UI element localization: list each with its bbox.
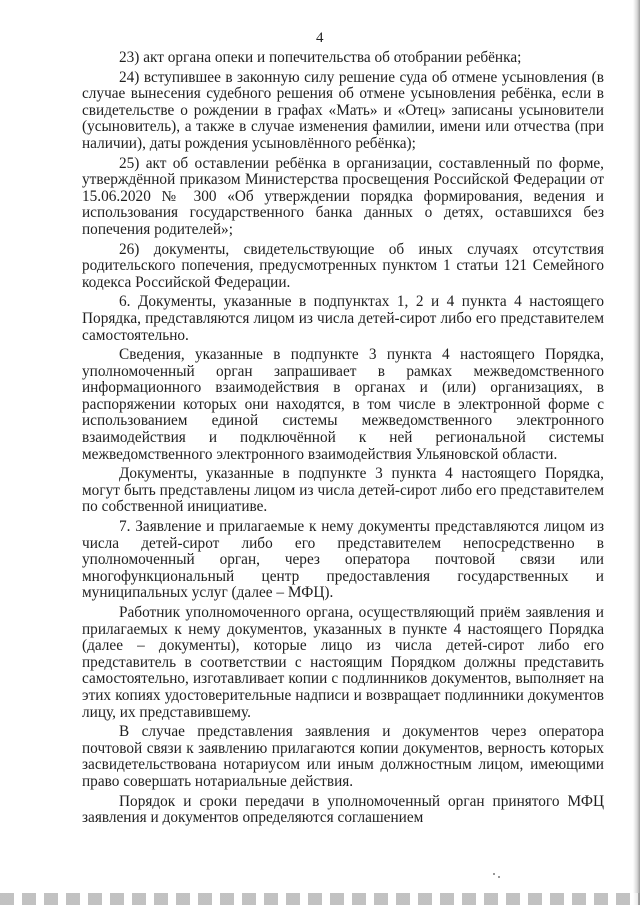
page-number: 4	[316, 30, 324, 46]
paragraph-item-23: 23) акт органа опеки и попечительства об отобрании ребёнка;	[119, 49, 522, 66]
paragraph-clause-6: 6. Документы, указанные в подпунктах 1, 2 и 4 пункта 4 настоящего Порядка, представляются лицом из числа детей-сирот либо его представителем самостоятельно.	[82, 293, 604, 344]
scan-speck	[493, 873, 495, 875]
scan-edge-right	[633, 0, 640, 905]
paragraph-clause-6-initiative: Документы, указанные в подпункте 3 пункта 4 настоящего Порядка, могут быть представлены лицом из числа детей-сирот либо его представителем по собственной инициативе.	[82, 465, 604, 516]
paragraph-item-25: 25) акт об оставлении ребёнка в организации, составленный по форме, утверждённой приказом Министерства просвещения Российской Федерации от 15.06.2020 № 300 «Об утверждении порядка формирования, ведения и использования государственного банка данных о детях, оставшихся без попечения родителей»;	[82, 154, 604, 238]
paragraph-clause-7-copies: Работник уполномоченного органа, осуществляющий приём заявления и прилагаемых к нему документов, указанных в пункте 4 настоящего Порядка (далее – документы), которые лицо из числа детей-сирот либо его представитель в соответствии с настоящим Порядком должны представить самостоятельно, изготавливает копии с подлинников документов, выполняет на этих копиях удостоверительные надписи и возвращает подлинники документов лицу, их представившему.	[82, 604, 604, 721]
paragraph-clause-6-info: Сведения, указанные в подпункте 3 пункта 4 настоящего Порядка, уполномоченный орган запрашивает в рамках межведомственного информационного взаимодействия в органах и (или) организациях, в распоряжении которых они находятся, в том числе в электронной форме с использованием единой системы межведомственного электронного взаимодействия и подключённой к ней региональной системы межведомственного электронного взаимодействия Ульяновской области.	[82, 346, 604, 463]
paragraph-item-24: 24) вступившее в законную силу решение суда об отмене усыновления (в случае вынесения судебного решения об отмене усыновления ребёнка, если в свидетельстве о рождении в графах «Мать» и «Отец» записаны усыновители (усыновитель), а также в случае изменения фамилии, имени или отчества (при наличии), даты рождения усыновлённого ребёнка);	[82, 68, 604, 152]
scan-speck	[498, 876, 500, 878]
paragraph-clause-7-mfc: Порядок и сроки передачи в уполномоченный орган принятого МФЦ заявления и документов определяются соглашением	[82, 792, 604, 827]
scan-edge-bottom	[0, 893, 640, 905]
paragraph-clause-7: 7. Заявление и прилагаемые к нему документы представляются лицом из числа детей-сирот либо его представителем непосредственно в уполномоченный орган, через оператора почтовой связи или многофункциональный центр предоставления государственных и муниципальных услуг (далее – МФЦ).	[82, 518, 604, 602]
document-body	[82, 50, 604, 830]
paragraph-item-26: 26) документы, свидетельствующие об иных случаях отсутствия родительского попечения, предусмотренных пунктом 1 статьи 121 Семейного кодекса Российской Федерации.	[82, 240, 604, 291]
paragraph-clause-7-postal: В случае представления заявления и документов через оператора почтовой связи к заявлению прилагаются копии документов, верность которых засвидетельствована нотариусом или иным должностным лицом, имеющими право совершать нотариальные действия.	[82, 723, 604, 790]
